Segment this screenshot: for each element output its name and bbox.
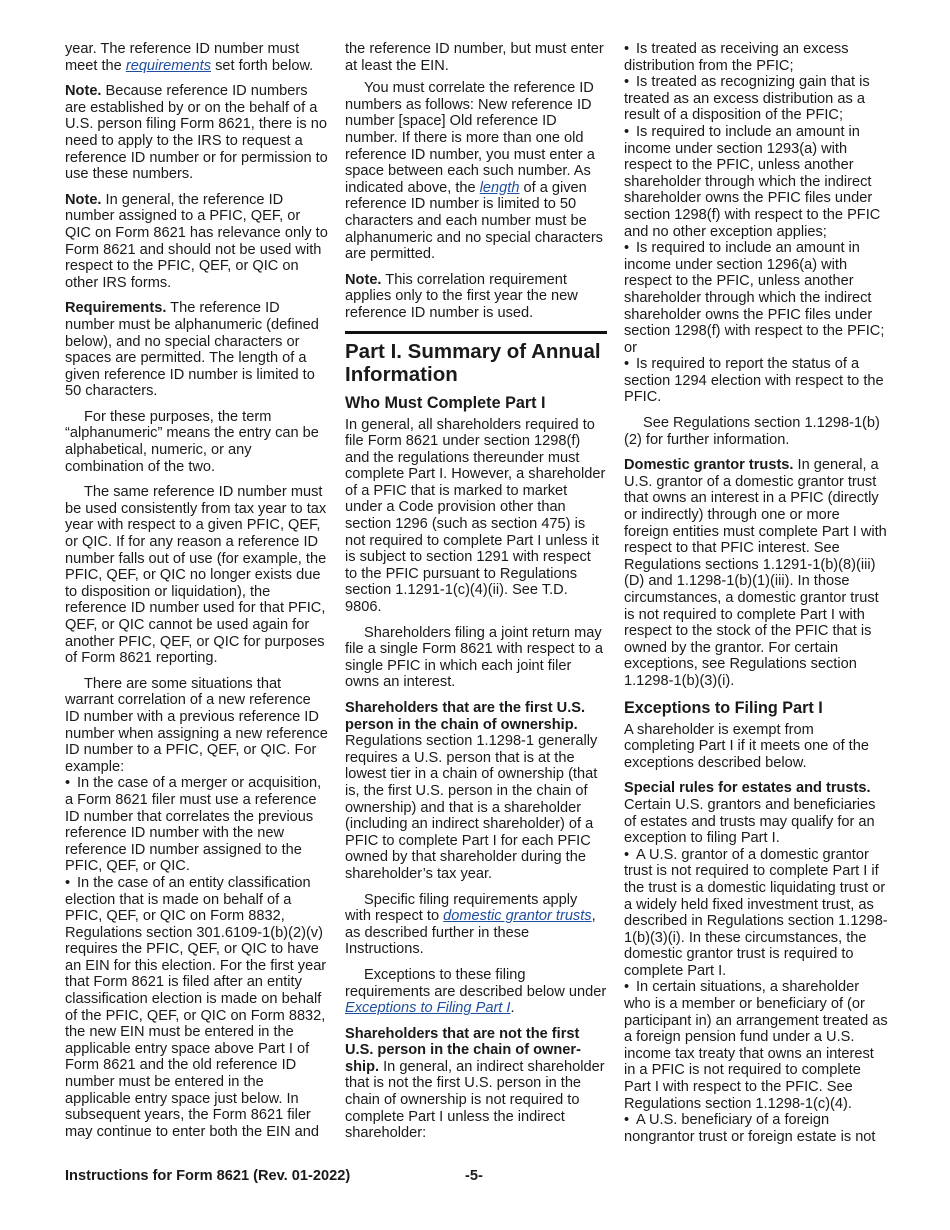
domestic-grantor-trusts-link[interactable]: domestic grantor trusts (443, 908, 592, 925)
list-item: • A U.S. beneficiary of a foreign nongrantor trust or foreign estate is not (624, 1112, 876, 1145)
paragraph: Shareholders filing a joint return may file a single Form 8621 with respect to a single PFIC in which each joint filer owns an interest. (345, 624, 603, 691)
column-2 (345, 41, 607, 1151)
note-label: Note. (65, 191, 102, 208)
list-item: • Is treated as receiving an excess distribution from the PFIC; (624, 41, 849, 74)
bullet-icon: • (624, 41, 630, 57)
paragraph: You must correlate the reference ID numbers as follows: New reference ID number [space] Old reference ID number. If there is more than one old reference ID number, you must enter a space between each such number. As indicated above, the length of a given reference ID number is limited to 50 characters and each number must be alphanumeric and no special characters are permitted. (345, 80, 603, 263)
paragraph: There are some situations that warrant correlation of a new reference ID number with a previous reference ID number when assigning a new reference ID number to a PFIC, QEF, or QIC. For example: (65, 675, 328, 775)
column-3 (624, 41, 888, 1145)
requirements-link[interactable]: requirements (125, 57, 212, 74)
list-item: • In the case of a merger or acquisition, a Form 8621 filer must use a reference ID number that correlates the previous reference ID number with the new reference ID number assigned to the PFIC, QEF, or QIC. (65, 775, 322, 875)
note-label: Note. (65, 83, 102, 100)
bullet-icon: • (624, 123, 630, 140)
section-heading: Part I. Summary of Annual Information (345, 331, 607, 386)
subsection-heading: Exceptions to Filing Part I (624, 698, 823, 717)
paragraph: Shareholders that are the first U.S. person in the chain of ownership. Regulations section 1.1298-1 generally requires a U.S. person that is at the lowest tier in a chain of ownership (that is, the first U.S. person in the chain of ownership) and that is a shareholder (including an indirect shareholder) of a PFIC to complete Part I for each PFIC owned by that shareholder during the shareholder’s tax year. (345, 700, 598, 882)
note-label: Note. (345, 271, 382, 288)
list-item: • A U.S. grantor of a domestic grantor trust is not required to complete Part I if the trust is a domestic liquidating trust or a widely held fixed investment trust, as described in Regulations section 1.1298-1(b)(3)(i). In these circumstances, the domestic grantor trust is required to complete Part I. (624, 846, 888, 979)
list-item: • Is treated as recognizing gain that is treated as an excess distribution as a result of a disposition of the PFIC; (624, 74, 870, 124)
paragraph: Special rules for estates and trusts. Certain U.S. grantors and beneficiaries of estates and trusts may qualify for an exception to filing Part I. (624, 780, 876, 847)
note-paragraph: Note. Because reference ID numbers are established by or on the behalf of a U.S. person filing Form 8621, there is no need to apply to the IRS to request a reference ID number or for permission to use these numbers. (65, 83, 328, 183)
bullet-icon: • (65, 874, 71, 891)
note-paragraph: Note. This correlation requirement applies only to the first year the new reference ID number is used. (345, 271, 578, 321)
run-in-heading: Shareholders that are not the first U.S. person in the chain of owner-ship. (345, 1025, 581, 1075)
paragraph: For these purposes, the term “alphanumeric” means the entry can be alphabetical, numeric, or any combination of the two. (65, 408, 319, 475)
list-item: • Is required to report the status of a section 1294 election with respect to the PFIC. (624, 356, 884, 406)
bullet-icon: • (624, 846, 630, 863)
paragraph: See Regulations section 1.1298-1(b)(2) for further information. (624, 415, 880, 448)
paragraph: A shareholder is exempt from completing Part I if it meets one of the exceptions described below. (624, 721, 869, 771)
paragraph: Domestic grantor trusts. In general, a U.S. grantor of a domestic grantor trust that owns an interest in a PFIC (directly or indirectly) through one or more foreign entities must complete Part I with respect to that PFIC interest. See Regulations sections 1.1291-1(b)(8)(iii)(D) and 1.1298-1(b)(1)(iii). In those circumstances, a domestic grantor trust is not required to complete Part I with respect to the stock of the PFIC that is owned by the grantor. For certain exceptions, see Regulations section 1.1298-1(b)(3)(i). (624, 457, 887, 689)
exceptions-link[interactable]: Exceptions to Filing Part I (345, 1000, 511, 1017)
list-item: • In the case of an entity classification election that is made on behalf of a PFIC, QEF, or QIC on Form 8832, Regulations section 301.6109-1(b)(2)(v) requires the PFIC, QEF, or QIC to have an EIN for this election. For the first year that Form 8621 is filed after an entity classification election is made on behalf of the PFIC, QEF, or QIC on Form 8832, the new EIN must be entered in the applicable entry space above Part I of Form 8621 and the old reference ID number must be entered in the applicable entry space just below. In subsequent years, the Form 8621 filer may continue to enter both the EIN and (65, 874, 327, 1140)
list-item: • Is required to include an amount in income under section 1296(a) with respect to the PFIC, unless another shareholder through which the indirect shareholder owns the PFIC files under section 1298(f) with respect to the PFIC; or (624, 240, 885, 356)
paragraph: The same reference ID number must be used consistently from tax year to tax year with respect to a given PFIC, QEF, or QIC. If for any reason a reference ID number falls out of use (for example, the PFIC, QEF, or QIC no longer exists due to disposition or liquidation), the reference ID number used for that PFIC, QEF, or QIC cannot be used again for another PFIC, QEF, or QIC for purposes of Form 8621 reporting. (65, 484, 327, 667)
page-number: -5- (465, 1168, 483, 1184)
bullet-icon: • (624, 1112, 630, 1129)
paragraph: Shareholders that are not the first U.S. person in the chain of owner-ship. In general, an indirect shareholder that is not the first U.S. person in the chain of ownership is not required to complete Part I unless the indirect shareholder: (345, 1025, 605, 1142)
bullet-icon: • (624, 240, 630, 257)
bullet-icon: • (624, 356, 630, 373)
footer-title: Instructions for Form 8621 (Rev. 01-2022) (65, 1168, 351, 1184)
paragraph: year. The reference ID number must meet the requirements set forth below. (65, 41, 314, 74)
run-in-heading: Special rules for estates and trusts. (624, 780, 871, 797)
list-item: • In certain situations, a shareholder who is a member or beneficiary of (or participant in) an arrangement treated as a foreign pension fund under a U.S. income tax treaty that owns an interest in a PFIC is not required to complete Part I with respect to the PFIC. See Regulations section 1.1298-1(c)(4). (624, 979, 888, 1112)
list-item: • Is required to include an amount in income under section 1293(a) with respect to the PFIC, unless another shareholder through which the indirect shareholder owns the PFIC files under section 1298(f) with respect to the PFIC and no other exception applies; (624, 123, 881, 240)
length-link[interactable]: length (479, 179, 520, 196)
bullet-icon: • (65, 775, 71, 792)
run-in-heading: Shareholders that are the first U.S. person in the chain of ownership. (345, 700, 586, 733)
bullet-icon: • (624, 979, 630, 996)
note-paragraph: Note. In general, the reference ID number assigned to a PFIC, QEF, or QIC on Form 8621 has relevance only to Form 8621 and should not be used with respect to the PFIC, QEF, or QIC on other IRS forms. (65, 191, 328, 291)
paragraph: Specific filing requirements apply with respect to domestic grantor trusts, as described further in these Instructions. (345, 891, 596, 958)
paragraph: Exceptions to these filing requirements are described below under Exceptions to Filing Part I. (345, 966, 607, 1017)
requirements-paragraph: Requirements. The reference ID number must be alphanumeric (defined below), and no special characters or spaces are permitted. The length of a given reference ID number is limited to 50 characters. (65, 300, 319, 400)
paragraph: In general, all shareholders required to file Form 8621 under section 1298(f) and the regulations thereunder must complete Part I. However, a shareholder of a PFIC that is marked to market under a Code provision other than section 1296 (such as section 475) is not required to complete Part I unless it is subject to section 1291 with respect to the PFIC pursuant to Regulations section 1.1291-1(c)(4)(ii). See T.D. 9806. (345, 416, 606, 616)
subsection-heading: Who Must Complete Part I (345, 393, 546, 412)
bullet-icon: • (624, 74, 630, 91)
run-in-heading: Domestic grantor trusts. (624, 457, 794, 474)
paragraph: the reference ID number, but must enter at least the EIN. (345, 41, 604, 74)
column-1 (65, 41, 329, 1140)
requirements-label: Requirements. (65, 300, 167, 317)
